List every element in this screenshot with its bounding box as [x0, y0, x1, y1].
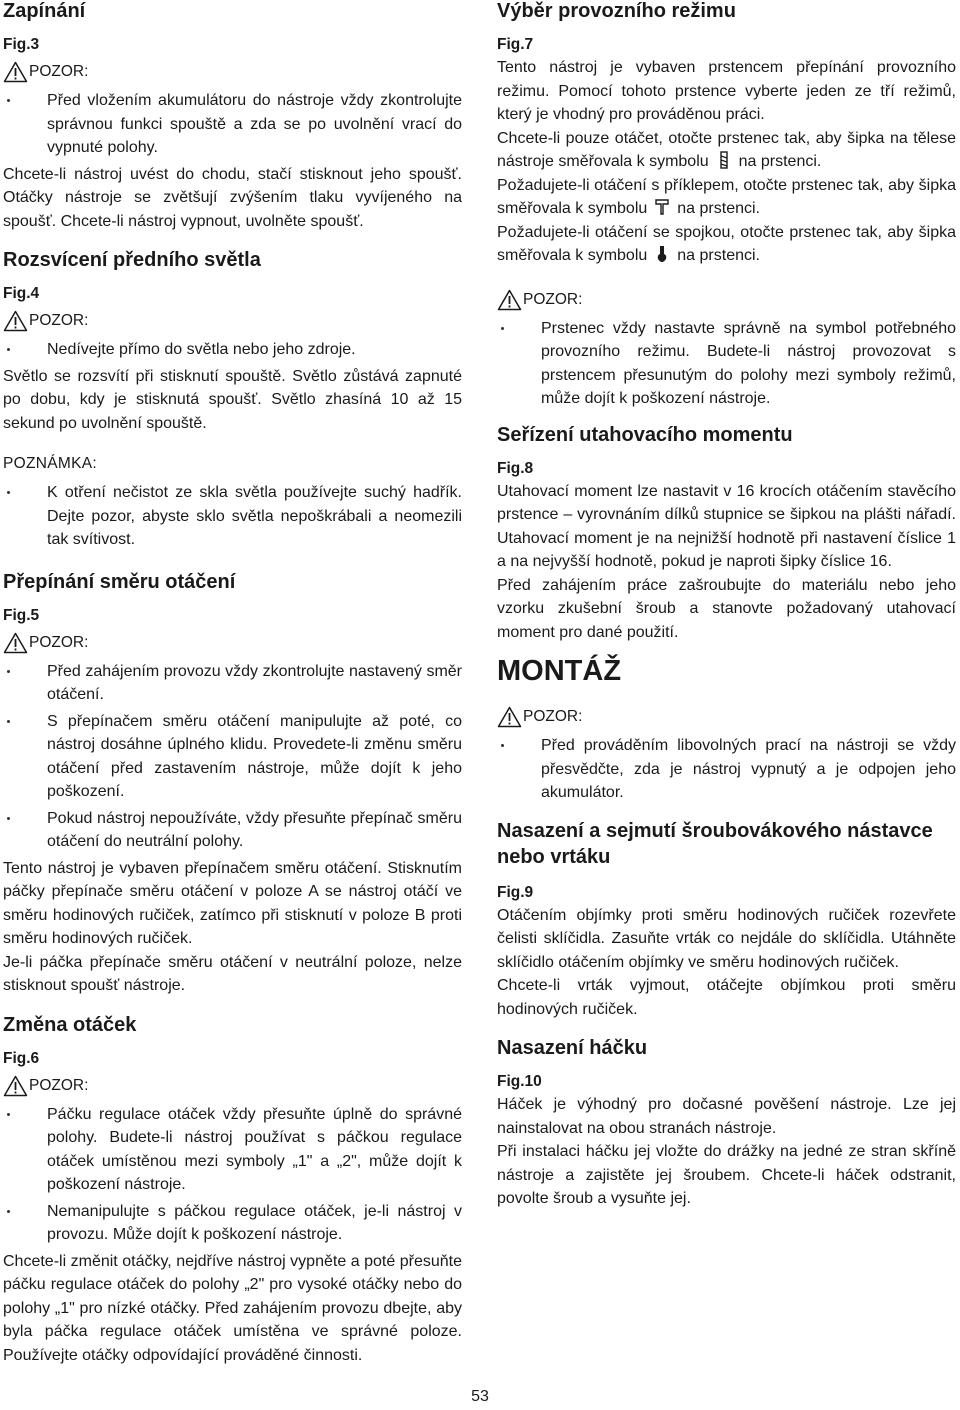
list-item: K otření nečistot ze skla světla používejte suchý hadřík. Dejte pozor, abyste sklo světla nepoškrábali a neomezili tak svítivost.: [3, 481, 462, 552]
paragraph: Háček je výhodný pro dočasné pověšení nástroje. Lze jej nainstalovat na obou stranách nástroje.: [497, 1096, 956, 1137]
list-item: Prstenec vždy nastavte správně na symbol potřebného provozního režimu. Budete-li nástroj provozovat s prstencem přesunutým do polohy mezi symboly režimů, může dojít k poškození nástroje.: [497, 317, 956, 411]
caution-label: POZOR:: [497, 706, 956, 728]
warning-triangle-icon: [497, 706, 522, 728]
figure-ref: Fig.9: [497, 883, 534, 901]
list-item: Před prováděním libovolných prací na nástroji se vždy přesvědčte, zda je nástroj vypnutý a je odpojen jeho akumulátor.: [497, 734, 956, 805]
section-montaz: [497, 654, 956, 805]
caution-list: [3, 660, 462, 854]
caution-list: [3, 89, 462, 160]
list-item: Pokud nástroj nepoužíváte, vždy přesuňte přepínač směru otáčení do neutrální polohy.: [3, 807, 462, 854]
paragraph: Tento nástroj je vybaven prstencem přepínání provozního režimu. Pomocí tohoto prstence vyberte jeden ze tří režimů, který je vhodný pro prováděnou práci.: [497, 59, 956, 123]
list-item: Nedívejte přímo do světla nebo jeho zdroje.: [3, 338, 462, 362]
section-title: Seřízení utahovacího momentu: [497, 423, 793, 446]
paragraph: Otáčením objímky proti směru hodinových ručiček rozevřete čelisti sklíčidla. Zasuňte vrták co nejdále do sklíčidla. Utáhněte sklíčidlo otáčením objímky ve směru hodinových ručiček.: [497, 906, 956, 971]
caution-list: [3, 1103, 462, 1247]
list-item: Nemanipulujte s páčkou regulace otáček, je-li nástroj v provozu. Může dojít k poškození nástroje.: [3, 1200, 462, 1247]
section-vyber-rezimu: [497, 0, 956, 411]
section-nasazeni-nastavce: [497, 818, 956, 1022]
warning-triangle-icon: [3, 1075, 28, 1097]
caution-list: [497, 734, 956, 805]
figure-ref: Fig.8: [497, 459, 534, 477]
section-zapinani: [3, 0, 462, 233]
paragraph: Chcete-li nástroj uvést do chodu, stačí stisknout jeho spoušť. Otáčky nástroje se zvětšují zvýšením tlaku vyvíjeného na spoušť. Chcete-li nástroj vypnout, uvolněte spoušť.: [3, 165, 462, 230]
figure-ref: Fig.4: [3, 285, 40, 302]
section-serizeni-momentu: [497, 424, 956, 645]
paragraph: Požadujete-li otáčení se spojkou, otočte prstenec tak, aby šipka směřovala k symbolu na prstenci.: [497, 223, 956, 264]
left-column: [3, 0, 462, 1367]
section-title: Změna otáček: [3, 1013, 137, 1036]
section-title: Nasazení háčku: [497, 1037, 648, 1059]
section-title: Nasazení a sejmutí šroubovákového nástavce nebo vrtáku: [497, 819, 933, 868]
right-column: [497, 0, 956, 1211]
caution-list: [3, 338, 462, 362]
paragraph: Při instalaci háčku jej vložte do drážky na jedné ze stran skříně nástroje a zajistěte jej šroubem. Chcete-li háček odstranit, povolte šroub a vysuňte jej.: [497, 1143, 956, 1207]
list-item: S přepínačem směru otáčení manipulujte až poté, co nástroj dosáhne úplného klidu. Provedete-li změnu směru otáčení před zastavením nástroje, může dojít k jeho poškození.: [3, 710, 462, 804]
section-title: Rozsvícení předního světla: [3, 249, 261, 271]
drill-mode-icon: [717, 151, 731, 169]
warning-triangle-icon: [497, 289, 522, 311]
hammer-mode-icon: [655, 198, 669, 216]
note-list: [3, 481, 462, 552]
paragraph: Před zahájením práce zašroubujte do materiálu nebo jeho vzorku zkušební šroub a stanovte požadovaný utahovací moment pro dané použití.: [497, 576, 956, 641]
section-zmena-otacek: [3, 1014, 462, 1368]
section-rozsviceni: [3, 249, 462, 552]
caution-label: POZOR:: [3, 310, 462, 332]
warning-triangle-icon: [3, 310, 28, 332]
section-prepinani: [3, 571, 462, 998]
section-title: Přepínání směru otáčení: [3, 570, 236, 593]
list-item: Před vložením akumulátoru do nástroje vždy zkontrolujte správnou funkci spouště a zda se po uvolnění vrací do vypnuté polohy.: [3, 89, 462, 160]
paragraph: Chcete-li vrták vyjmout, otáčejte objímkou proti směru hodinových ručiček.: [497, 977, 956, 1018]
section-title: Výběr provozního režimu: [497, 0, 736, 22]
caution-label: POZOR:: [3, 1075, 462, 1097]
screwdriving-mode-icon: [655, 245, 669, 263]
paragraph: Chcete-li pouze otáčet, otočte prstenec tak, aby šipka na tělese nástroje směřovala k symbolu na prstenci.: [497, 129, 956, 170]
paragraph: Požadujete-li otáčení s příklepem, otočte prstenec tak, aby šipka směřovala k symbolu na prstenci.: [497, 176, 956, 217]
figure-ref: Fig.3: [3, 36, 40, 53]
paragraph: Chcete-li změnit otáčky, nejdříve nástroj vypněte a poté přesuňte páčku regulace otáček do polohy „2" pro vysoké otáčky nebo do polohy „1" pro nízké otáčky. Před zahájením provozu dbejte, aby byla páčka regulace otáček umístěna ve správné poloze. Používejte otáčky odpovídající prováděné činnosti.: [3, 1252, 462, 1364]
figure-ref: Fig.10: [497, 1073, 542, 1090]
warning-triangle-icon: [3, 61, 28, 83]
paragraph: Je-li páčka přepínače směru otáčení v neutrální poloze, nelze stisknout spoušť nástroje.: [3, 953, 462, 994]
list-item: Páčku regulace otáček vždy přesuňte úplně do správné polohy. Budete-li nástroj používat s páčkou regulace otáček umístěnou mezi symboly „1" a „2", může dojít k poškození nástroje.: [3, 1103, 462, 1197]
caution-list: [497, 317, 956, 411]
paragraph: Utahovací moment lze nastavit v 16 krocích otáčením stavěcího prstence – vyrovnáním dílků stupnice se šipkou na plášti nářadí. Utahovací moment je na nejnižší hodnotě při nastavení číslice 1 a na nejvyšší hodnotě, pokud je naproti šipky číslice 16.: [497, 482, 956, 570]
figure-ref: Fig.5: [3, 606, 40, 624]
figure-ref: Fig.6: [3, 1049, 40, 1067]
note-label: POZNÁMKA:: [3, 455, 97, 472]
page-number: 53: [471, 1388, 489, 1405]
section-title: MONTÁŽ: [497, 655, 622, 687]
warning-triangle-icon: [3, 632, 28, 654]
section-nasazeni-hacku: [497, 1037, 956, 1211]
paragraph: Tento nástroj je vybaven přepínačem směru otáčení. Stisknutím páčky přepínače směru otáčení v poloze A se nástroj otáčí ve směru hodinových ručiček, zatímco při stisknutí v poloze B proti směru hodinových ručiček.: [3, 859, 462, 947]
caution-label: POZOR:: [497, 289, 956, 311]
caution-label: POZOR:: [3, 61, 462, 83]
figure-ref: Fig.7: [497, 36, 534, 53]
section-title: Zapínání: [3, 0, 86, 22]
paragraph: Světlo se rozsvítí při stisknutí spouště. Světlo zůstává zapnuté po dobu, kdy je stisknutá spoušť. Světlo zhasíná 10 až 15 sekund po uvolnění spouště.: [3, 367, 462, 432]
list-item: Před zahájením provozu vždy zkontrolujte nastavený směr otáčení.: [3, 660, 462, 707]
caution-label: POZOR:: [3, 632, 462, 654]
